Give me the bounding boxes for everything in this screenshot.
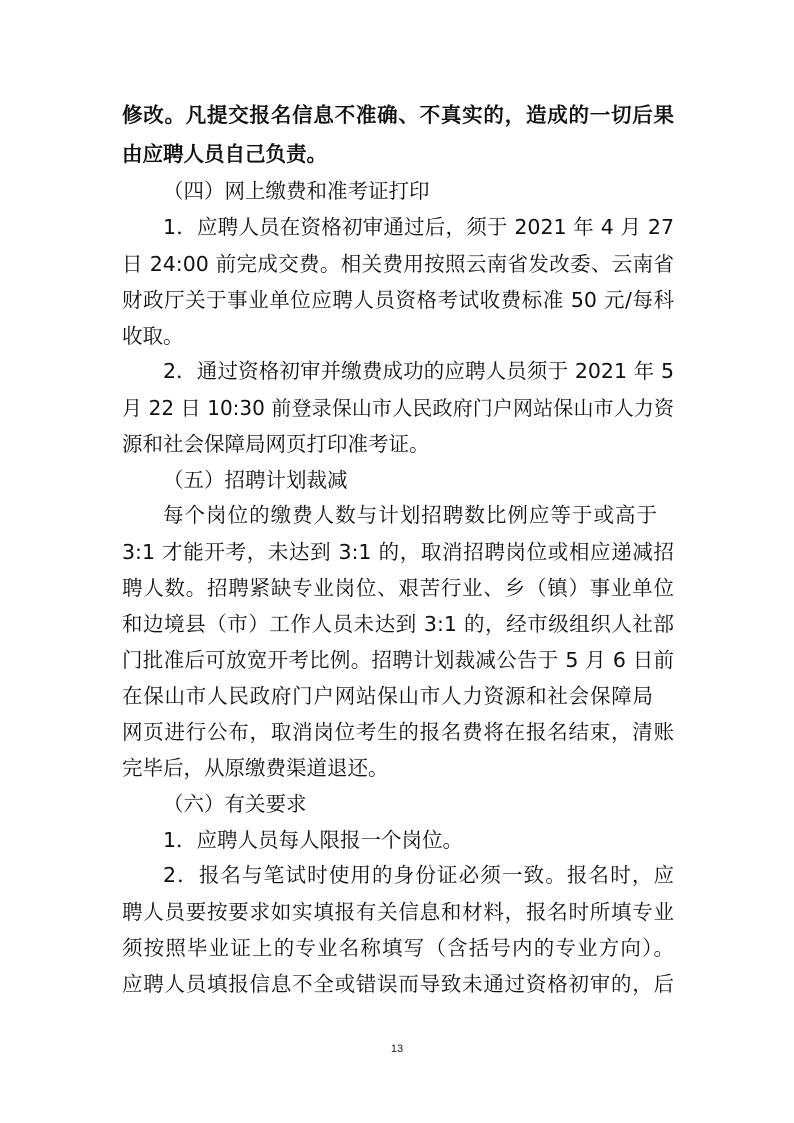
paragraph-line: 聘人员要按要求如实填报有关信息和材料，报名时所填专业 — [122, 900, 674, 924]
section-heading: （四）网上缴费和准考证打印 — [163, 179, 430, 203]
paragraph-line: 聘人数。招聘紧缺专业岗位、艰苦行业、乡（镇）事业单位 — [122, 576, 674, 600]
paragraph-line: 1．应聘人员每人限报一个岗位。 — [163, 828, 464, 852]
paragraph-line: 和边境县（市）工作人员未达到 3:1 的，经市级组织人社部 — [122, 612, 674, 636]
paragraph-line: 3:1 才能开考，未达到 3:1 的，取消招聘岗位或相应递减招 — [122, 540, 674, 564]
paragraph-line: 1．应聘人员在资格初审通过后，须于 2021 年 4 月 27 — [163, 215, 674, 239]
paragraph-line: 2．通过资格初审并缴费成功的应聘人员须于 2021 年 5 — [163, 359, 674, 383]
paragraph-line: 日 24:00 前完成交费。相关费用按照云南省发改委、云南省 — [122, 252, 674, 276]
paragraph-line: 收取。 — [122, 324, 184, 348]
paragraph-line: 源和社会保障局网页打印准考证。 — [122, 432, 430, 456]
paragraph-line: 由应聘人员自己负责。 — [122, 142, 327, 166]
paragraph-line: 财政厅关于事业单位应聘人员资格考试收费标准 50 元/每科 — [122, 288, 674, 312]
paragraph-line: 在保山市人民政府门户网站保山市人力资源和社会保障局 — [122, 684, 653, 708]
paragraph-line: 须按照毕业证上的专业名称填写（含括号内的专业方向）。 — [122, 936, 674, 960]
paragraph-line: 网页进行公布，取消岗位考生的报名费将在报名结束，清账 — [122, 720, 674, 744]
paragraph-line: 月 22 日 10:30 前登录保山市人民政府门户网站保山市人力资 — [122, 396, 674, 420]
page-number: 13 — [390, 1043, 404, 1055]
paragraph-line: 应聘人员填报信息不全或错误而导致未通过资格初审的，后 — [122, 972, 674, 996]
paragraph-line: 修改。凡提交报名信息不准确、不真实的，造成的一切后果 — [122, 103, 674, 127]
paragraph-line: 门批准后可放宽开考比例。招聘计划裁减公告于 5 月 6 日前 — [122, 648, 674, 672]
section-heading: （五）招聘计划裁减 — [163, 468, 348, 492]
paragraph-line: 每个岗位的缴费人数与计划招聘数比例应等于或高于 — [163, 503, 657, 527]
paragraph-line: 完毕后，从原缴费渠道退还。 — [122, 756, 389, 780]
section-heading: （六）有关要求 — [163, 792, 307, 816]
paragraph-line: 2．报名与笔试时使用的身份证必须一致。报名时，应 — [163, 863, 674, 887]
